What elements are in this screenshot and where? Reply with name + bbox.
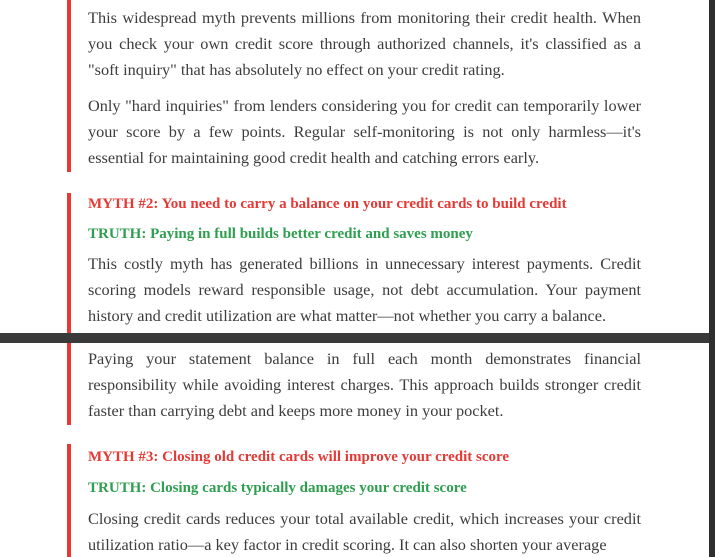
myth2-truth-heading: TRUTH: Paying in full builds better credit and saves money xyxy=(88,226,473,242)
myth1-continuation-block xyxy=(67,0,641,172)
myth2-continuation-block xyxy=(67,343,641,425)
myth2-paragraph-1: This costly myth has generated billions in unnecessary interest payments. Credit scoring models reward responsible usage, not debt accumulation. Your payment history and credit utilization are what matter—not whether you carry a balance. xyxy=(88,254,641,325)
viewer-scroll-gutter xyxy=(709,0,715,557)
document-page-bottom xyxy=(0,343,709,557)
myth1-paragraph-1: This widespread myth prevents millions from monitoring their credit health. When you check your own credit score through authorized channels, it's classified as a "soft inquiry" that has absolutely no effect on your credit rating. xyxy=(88,8,641,79)
myth2-paragraph-2: Paying your statement balance in full each month demonstrates financial responsibility while avoiding interest charges. This approach builds stronger credit faster than carrying debt and keeps more money in your pocket. xyxy=(88,349,641,420)
myth3-truth-heading: TRUTH: Closing cards typically damages your credit score xyxy=(88,480,467,496)
myth3-block xyxy=(67,444,641,557)
myth2-heading: MYTH #2: You need to carry a balance on your credit cards to build credit xyxy=(88,196,567,212)
myth1-paragraph-2: Only "hard inquiries" from lenders considering you for credit can temporarily lower your score by a few points. Regular self-monitoring is not only harmless—it's essential for maintaining good credit health and catching errors early. xyxy=(88,96,641,167)
myth3-paragraph-1: Closing credit cards reduces your total available credit, which increases your credit utilization ratio—a key factor in credit scoring. It can also shorten your average xyxy=(88,509,641,554)
myth2-block xyxy=(67,193,641,333)
myth3-heading: MYTH #3: Closing old credit cards will improve your credit score xyxy=(88,449,510,465)
